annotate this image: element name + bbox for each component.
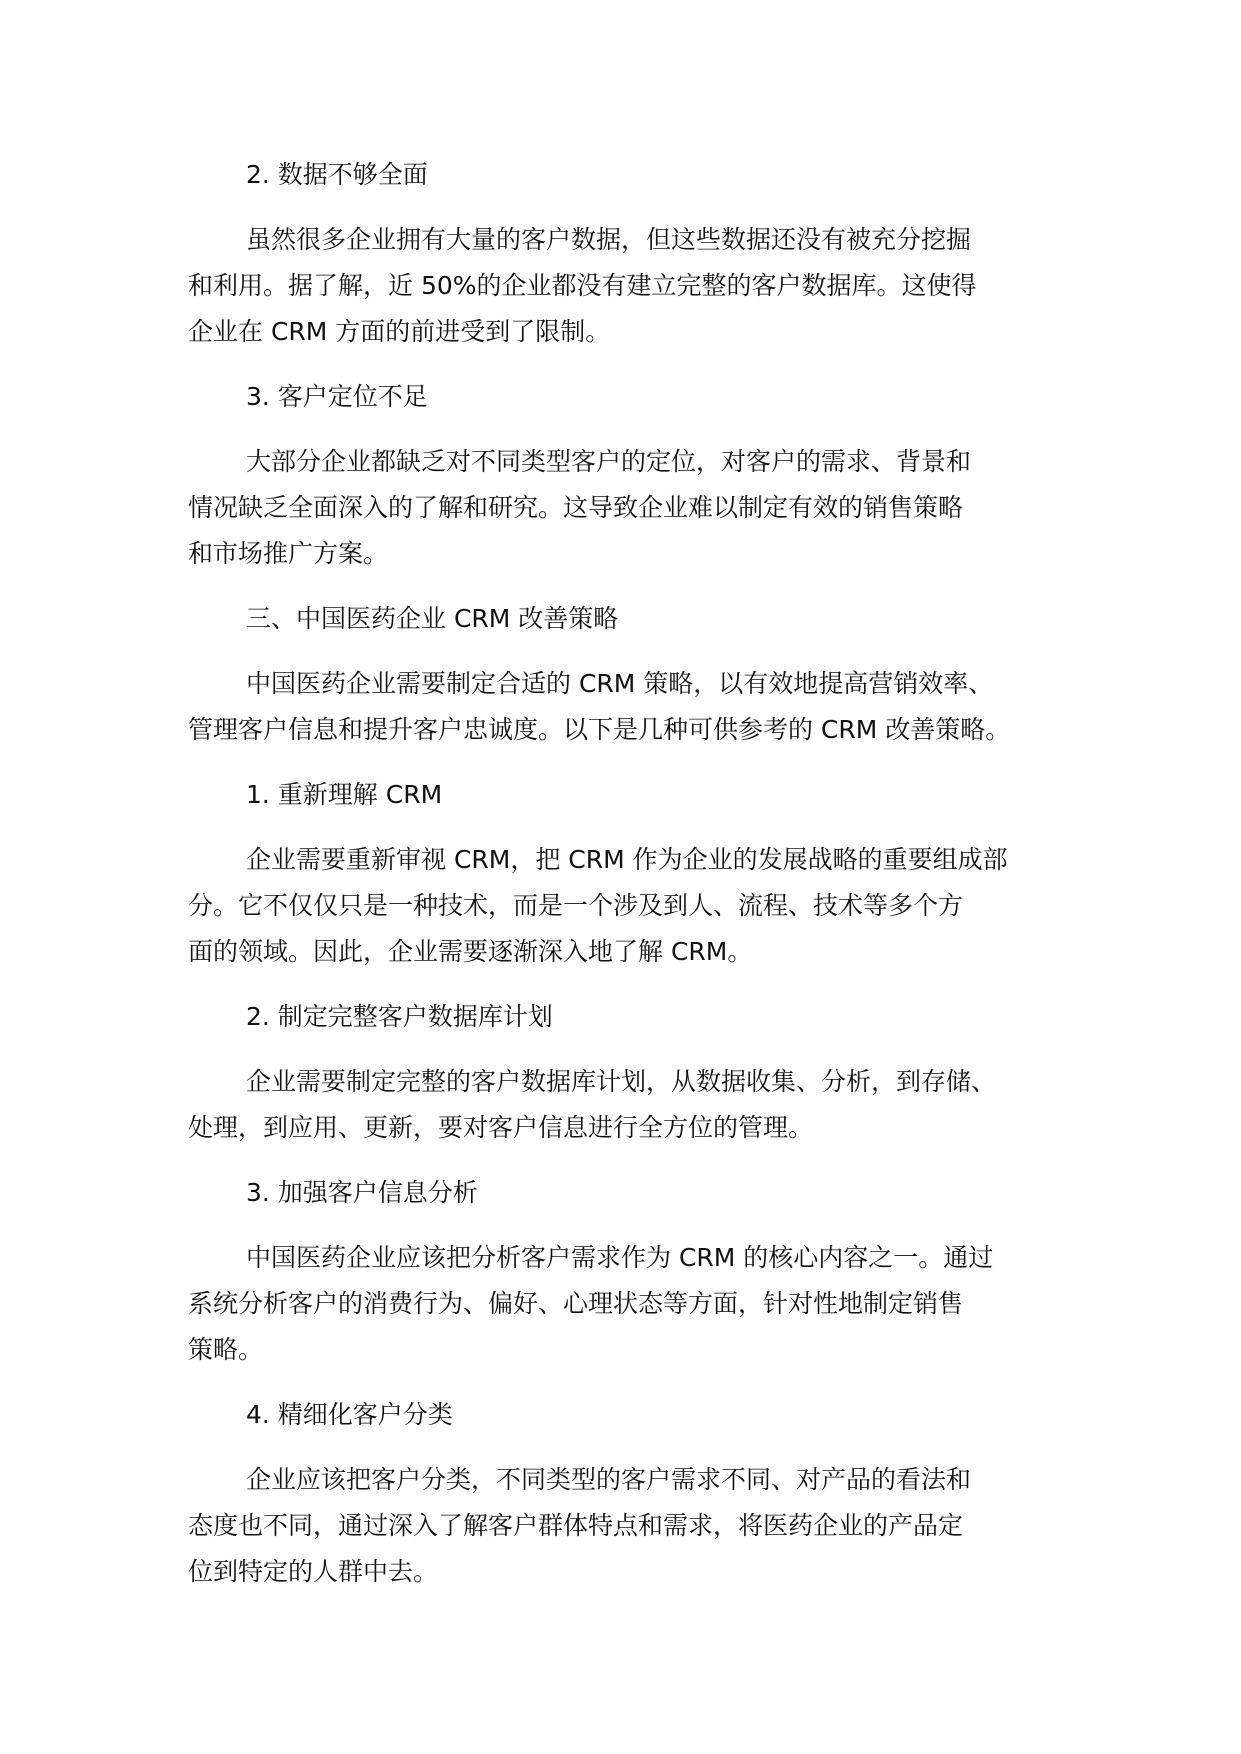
paragraph-line: 大部分企业都缺乏对不同类型客户的定位，对客户的需求、背景和 xyxy=(246,447,972,476)
paragraph xyxy=(188,439,1088,577)
paragraph-line: 企业需要重新审视 CRM，把 CRM 作为企业的发展战略的重要组成部 xyxy=(246,845,1008,874)
section-heading: 2. 制定完整客户数据库计划 xyxy=(246,1002,553,1031)
paragraph-line: 企业在 CRM 方面的前进受到了限制。 xyxy=(188,317,611,346)
paragraph xyxy=(188,1235,1088,1373)
paragraph xyxy=(188,217,1088,355)
section-heading: 1. 重新理解 CRM xyxy=(246,780,443,809)
paragraph-line: 中国医药企业应该把分析客户需求作为 CRM 的核心内容之一。通过 xyxy=(246,1243,994,1272)
paragraph-line: 管理客户信息和提升客户忠诚度。以下是几种可供参考的 CRM 改善策略。 xyxy=(188,715,1011,744)
paragraph xyxy=(188,837,1088,975)
paragraph-line: 企业应该把客户分类，不同类型的客户需求不同、对产品的看法和 xyxy=(246,1465,972,1494)
paragraph-line: 面的领域。因此，企业需要逐渐深入地了解 CRM。 xyxy=(188,937,753,966)
paragraph xyxy=(188,661,1088,753)
paragraph-line: 系统分析客户的消费行为、偏好、心理状态等方面，针对性地制定销售 xyxy=(188,1289,964,1318)
section-heading: 三、中国医药企业 CRM 改善策略 xyxy=(246,604,619,633)
section-heading: 4. 精细化客户分类 xyxy=(246,1400,453,1429)
paragraph-line: 中国医药企业需要制定合适的 CRM 策略，以有效地提高营销效率、 xyxy=(246,669,994,698)
document-body xyxy=(188,152,1088,1614)
paragraph-line: 企业需要制定完整的客户数据库计划，从数据收集、分析，到存储、 xyxy=(246,1067,997,1096)
paragraph-line: 和市场推广方案。 xyxy=(188,539,389,568)
paragraph-line: 态度也不同，通过深入了解客户群体特点和需求，将医药企业的产品定 xyxy=(188,1511,964,1540)
paragraph-line: 分。它不仅仅只是一种技术，而是一个涉及到人、流程、技术等多个方 xyxy=(188,891,964,920)
paragraph-line: 和利用。据了解，近 50%的企业都没有建立完整的客户数据库。这使得 xyxy=(188,271,977,300)
section-heading: 3. 加强客户信息分析 xyxy=(246,1178,478,1207)
paragraph xyxy=(188,1457,1088,1595)
section-heading: 3. 客户定位不足 xyxy=(246,382,428,411)
section-heading: 2. 数据不够全面 xyxy=(246,160,428,189)
paragraph-line: 情况缺乏全面深入的了解和研究。这导致企业难以制定有效的销售策略 xyxy=(188,493,964,522)
paragraph-line: 处理，到应用、更新，要对客户信息进行全方位的管理。 xyxy=(188,1113,814,1142)
paragraph-line: 位到特定的人群中去。 xyxy=(188,1557,439,1586)
paragraph-line: 虽然很多企业拥有大量的客户数据，但这些数据还没有被充分挖掘 xyxy=(246,225,972,254)
paragraph-line: 策略。 xyxy=(188,1335,264,1364)
paragraph xyxy=(188,1059,1088,1151)
